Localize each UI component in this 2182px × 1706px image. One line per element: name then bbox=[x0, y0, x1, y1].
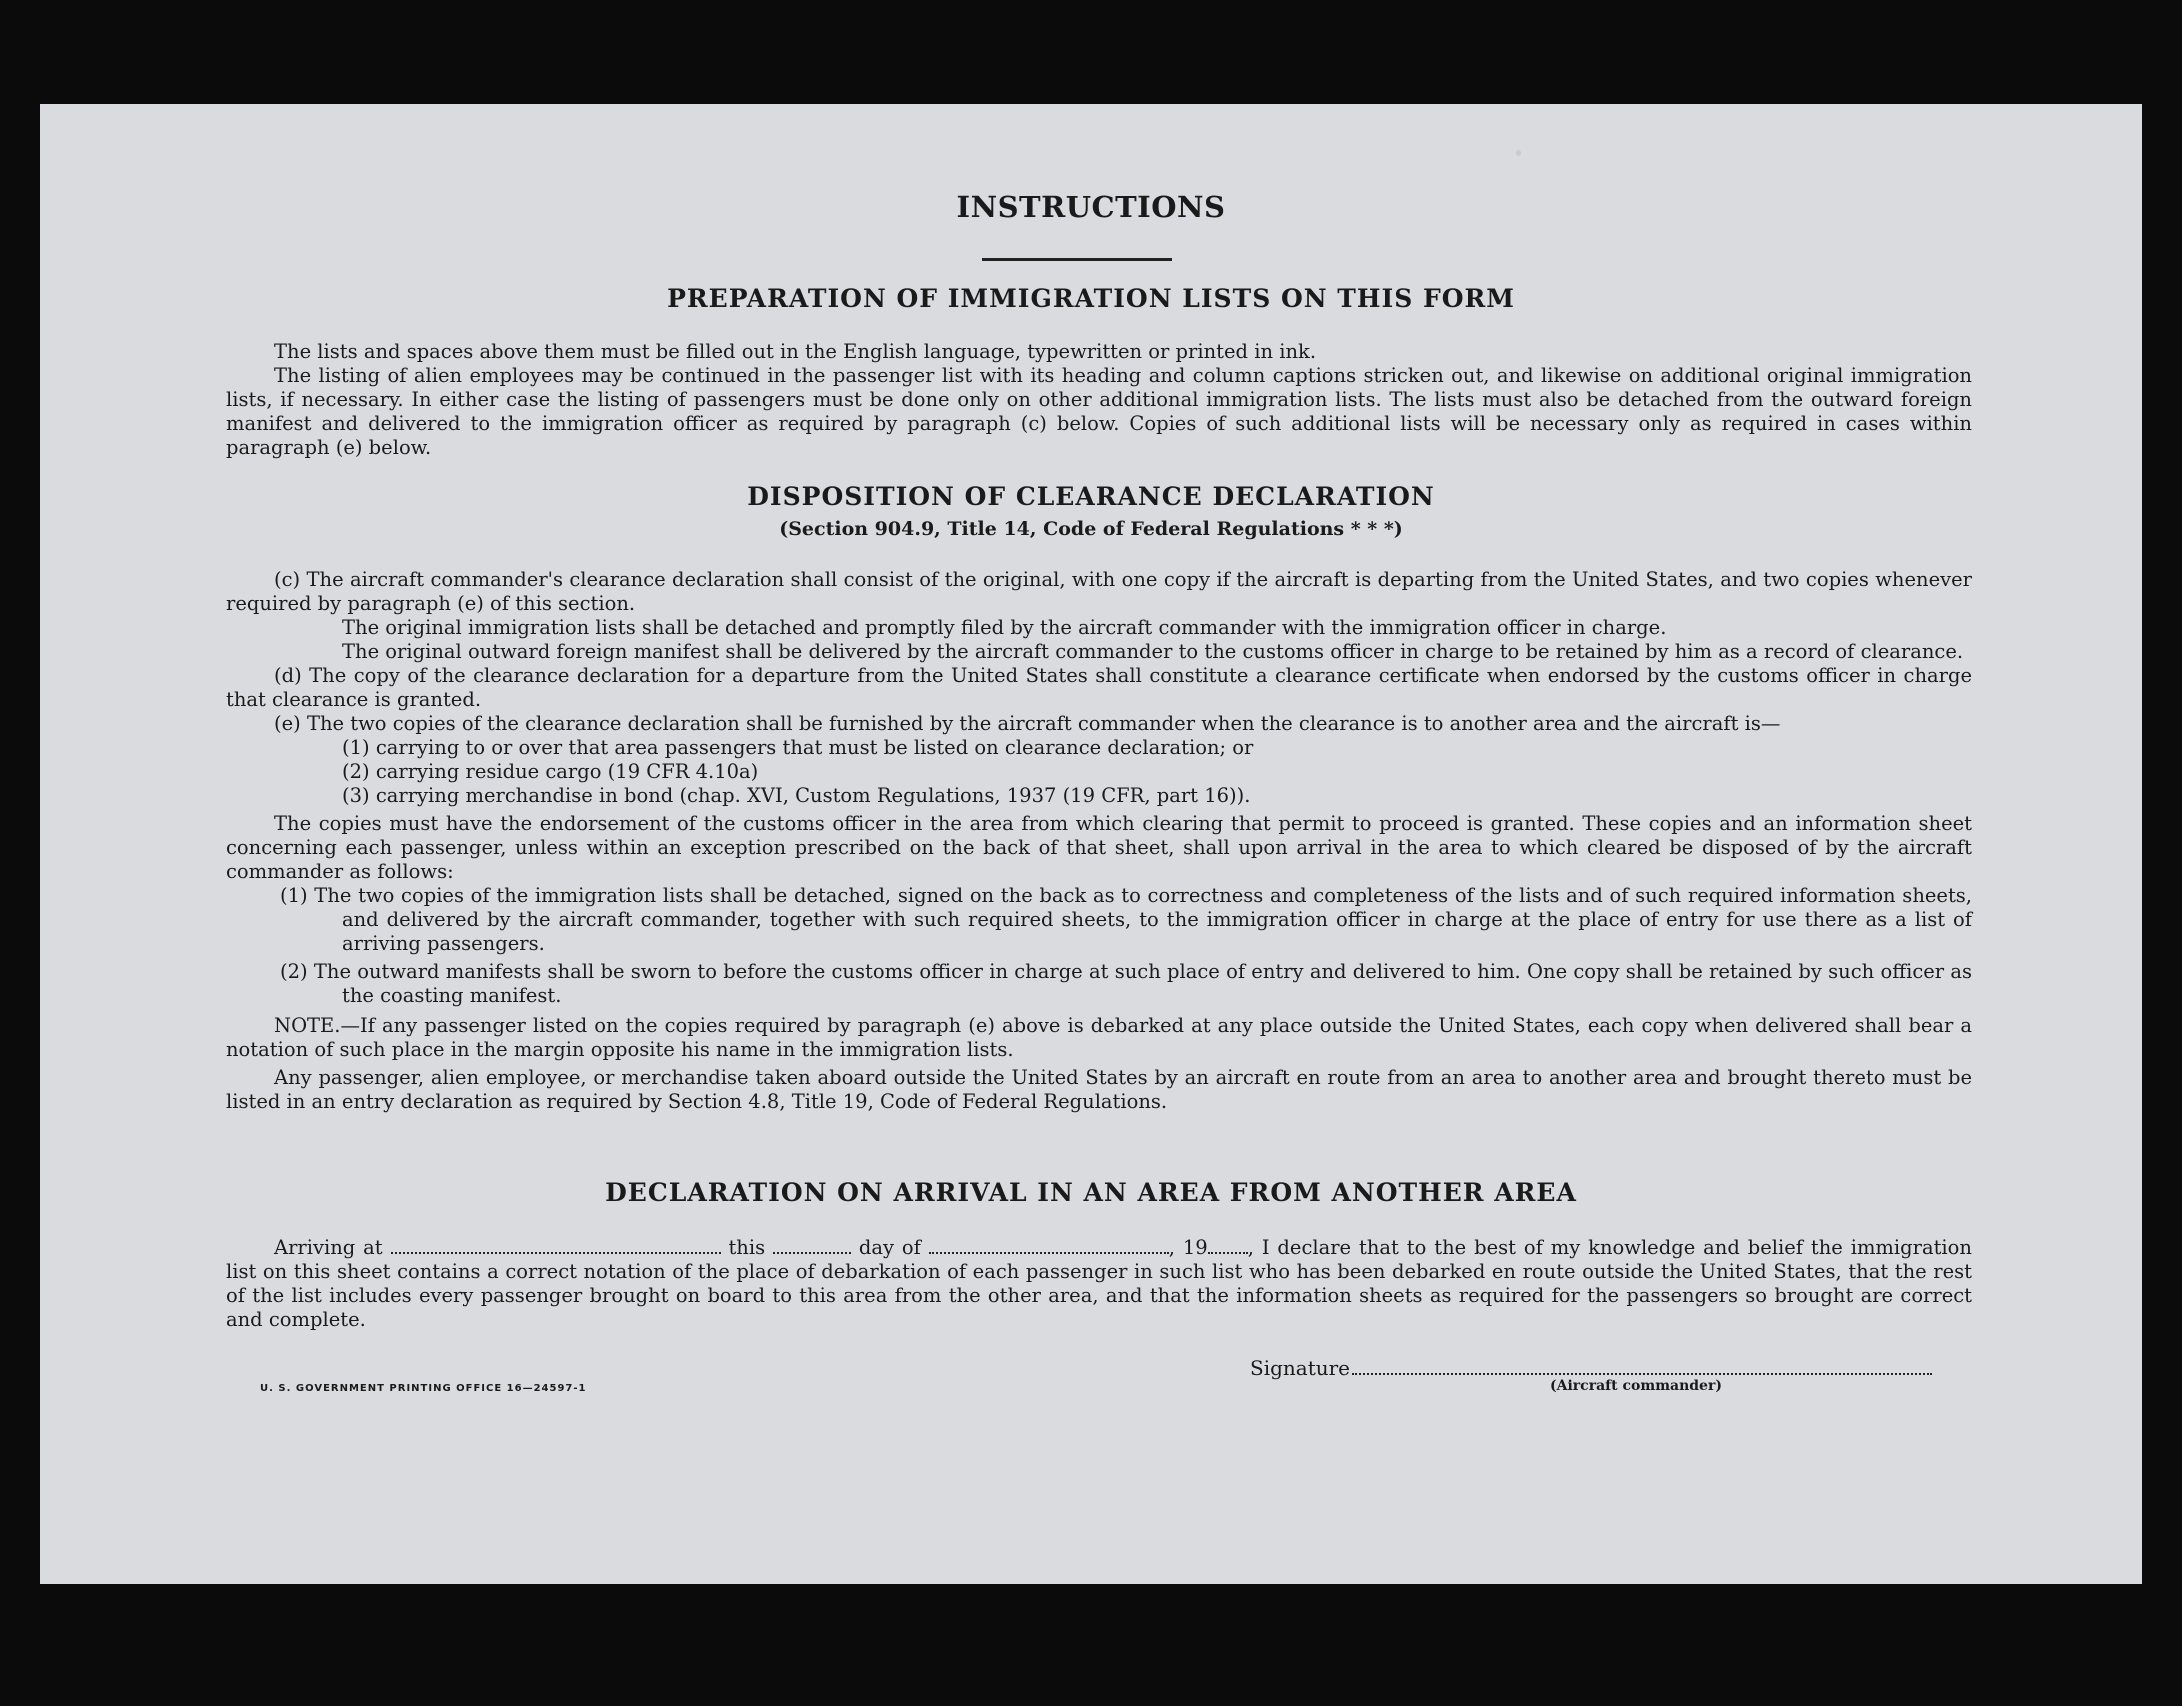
day-of-label: day of bbox=[858, 1236, 921, 1259]
paragraph-e-item-2: (2) carrying residue cargo (19 CFR 4.10a) bbox=[342, 760, 759, 783]
any-passenger-paragraph: Any passenger, alien employee, or merchandise taken aboard outside the United States by an aircraft en route from an area to another area and brought thereto must be listed in an entry declaration as required by Section 4.8, Title 19, Code of Federal Regulations. bbox=[226, 1066, 1972, 1113]
signature-line[interactable] bbox=[1352, 1373, 1932, 1375]
form-sheet bbox=[40, 104, 2142, 1584]
arrival-place-blank[interactable] bbox=[391, 1234, 721, 1254]
prep-paragraph-2: The listing of alien employees may be continued in the passenger list with its heading and column captions stricken out, and likewise on additional original immigration lists, if necessary. In either case the listing of passengers must be done only on other additional immigration lists. The lists must also be detached from the outward foreign manifest and delivered to the immigration officer as required by paragraph (c) below. Copies of such additional lists will be necessary only as required in cases within paragraph (e) below. bbox=[226, 364, 1972, 459]
paragraph-e-item-1: (1) carrying to or over that area passengers that must be listed on clearance declaration; or bbox=[342, 736, 1254, 759]
signature-field[interactable] bbox=[1250, 1356, 1932, 1380]
paragraph-c-sub-2 bbox=[226, 640, 1972, 664]
arriving-at-label: Arriving at bbox=[274, 1236, 383, 1259]
paragraph-d: (d) The copy of the clearance declaration for a departure from the United States shall constitute a clearance certificate when endorsed by the customs officer in charge that clearance is granted. bbox=[226, 664, 1972, 711]
preparation-text bbox=[226, 340, 1972, 460]
gpo-imprint: U. S. GOVERNMENT PRINTING OFFICE 16—24597-1 bbox=[260, 1383, 587, 1394]
section-heading-preparation: PREPARATION OF IMMIGRATION LISTS ON THIS FORM bbox=[667, 284, 1515, 313]
declaration-paragraph bbox=[226, 1234, 1972, 1332]
paragraph-c: (c) The aircraft commander's clearance declaration shall consist of the original, with one copy if the aircraft is departing from the United States, and two copies whenever required by paragraph (e) of this section. bbox=[226, 568, 1972, 615]
signature-label: Signature bbox=[1250, 1356, 1351, 1380]
follow-item-1: (1) The two copies of the immigration lists shall be detached, signed on the back as to correctness and completeness of the lists and of such required information sheets, and delivered by the aircraft commander, together with such required sheets, to the immigration officer in charge at the place of entry for use there as a list of arriving passengers. bbox=[280, 884, 1972, 955]
disposition-text bbox=[226, 568, 1972, 1114]
this-label: this bbox=[728, 1236, 766, 1259]
month-blank[interactable] bbox=[929, 1234, 1169, 1254]
year-prefix: , 19 bbox=[1168, 1236, 1208, 1259]
paragraph-e: (e) The two copies of the clearance declaration shall be furnished by the aircraft commander when the clearance is to another area and the aircraft is— bbox=[274, 712, 1781, 735]
speck bbox=[1516, 150, 1521, 156]
page-title: INSTRUCTIONS bbox=[956, 190, 1226, 224]
signature-caption: (Aircraft commander) bbox=[1550, 1378, 1722, 1394]
disposition-subheading: (Section 904.9, Title 14, Code of Federal Regulations * * *) bbox=[779, 518, 1403, 540]
follow-item-2: (2) The outward manifests shall be sworn to before the customs officer in charge at such place of entry and delivered to him. One copy shall be retained by such officer as the coasting manifest. bbox=[280, 960, 1972, 1007]
paragraph-c-sub-2-text: The original outward foreign manifest shall be delivered by the aircraft commander to the customs officer in charge to be retained by him as a record of clearance. bbox=[342, 640, 1964, 663]
note-paragraph: NOTE.—If any passenger listed on the copies required by paragraph (e) above is debarked at any place outside the United States, each copy when delivered shall bear a notation of such place in the margin opposite his name in the immigration lists. bbox=[226, 1014, 1972, 1061]
title-rule bbox=[982, 258, 1172, 261]
prep-paragraph-1: The lists and spaces above them must be filled out in the English language, typewritten or printed in ink. bbox=[274, 340, 1317, 363]
paragraph-e-item-3: (3) carrying merchandise in bond (chap. XVI, Custom Regulations, 1937 (19 CFR, part 16)). bbox=[342, 784, 1251, 807]
section-heading-declaration: DECLARATION ON ARRIVAL IN AN AREA FROM ANOTHER AREA bbox=[605, 1178, 1577, 1207]
paragraph-c-sub-1: The original immigration lists shall be detached and promptly filed by the aircraft commander with the immigration officer in charge. bbox=[342, 616, 1667, 639]
declaration-rest: , I declare that to the best of my knowledge and belief the immigration list on this sheet contains a correct notation of the place of debarkation of each passenger in such list who has been debarked en route outside the United States, that the rest of the list includes every passenger brought on board to this area from the other area, and that the information sheets as required for the passengers so brought are correct and complete. bbox=[226, 1236, 1972, 1331]
day-blank[interactable] bbox=[773, 1234, 851, 1254]
year-blank[interactable] bbox=[1208, 1234, 1248, 1254]
section-heading-disposition: DISPOSITION OF CLEARANCE DECLARATION bbox=[747, 482, 1435, 511]
declaration-text bbox=[226, 1234, 1972, 1332]
copies-paragraph: The copies must have the endorsement of the customs officer in the area from which clearing that permit to proceed is granted. These copies and an information sheet concerning each passenger, unless within an exception prescribed on the back of that sheet, shall upon arrival in the area to which cleared be disposed of by the aircraft commander as follows: bbox=[226, 812, 1972, 883]
